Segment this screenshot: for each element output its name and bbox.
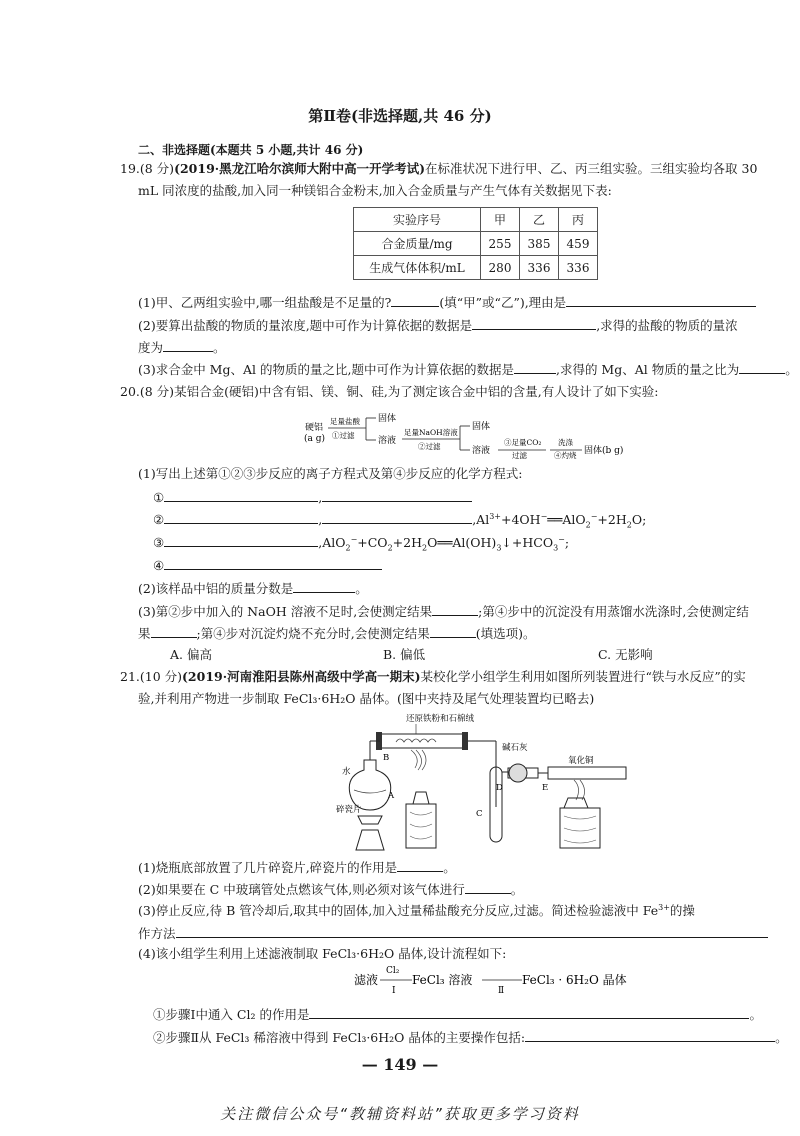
answer-blank[interactable] [163, 339, 213, 352]
tube-b [380, 734, 464, 748]
alcohol-lamp [356, 830, 384, 850]
eq-text: ↓+HCO [501, 535, 554, 550]
q20-option-c: C. 无影响 [598, 647, 653, 662]
q19-data-table [353, 207, 598, 280]
section-heading: 二、非选择题(本题共 5 小题,共计 46 分) [138, 143, 364, 157]
q20-eq4 [153, 557, 382, 574]
q21-part3-cont [138, 925, 768, 942]
q20-p3-text3: 果 [138, 626, 151, 641]
flow2-arrow2-bottom: Ⅱ [498, 986, 505, 996]
label-lime: 碱石灰 [502, 743, 528, 753]
wood-grain [410, 812, 432, 839]
eq-sup: − [590, 511, 598, 521]
flask [349, 760, 390, 810]
q21-p3-text2: 的操 [669, 903, 695, 918]
flow-sol2: 溶液 [472, 446, 491, 456]
answer-blank[interactable] [432, 603, 478, 616]
table-cell: 336 [520, 256, 559, 280]
stopper [462, 732, 468, 750]
eq-text: +2H [392, 535, 422, 550]
iron-powder [396, 739, 436, 742]
q20-number: 20.(8 分) [120, 384, 175, 399]
table-header-cell: 乙 [520, 208, 559, 232]
q21-part1 [138, 859, 456, 876]
table-cell: 生成气体体积/mL [354, 256, 481, 280]
eq-text: ,Al [472, 512, 490, 527]
eq-sup: − [350, 534, 358, 544]
answer-blank[interactable] [391, 294, 439, 307]
circle-num: ① [153, 490, 165, 505]
q19-intro1: 在标准状况下进行甲、乙、丙三组实验。三组实验均各取 30 [425, 161, 758, 176]
circle-num: ② [153, 512, 165, 527]
flame [411, 750, 426, 770]
eq-sup: 3+ [658, 902, 670, 912]
water-level [354, 790, 386, 793]
q19-p1-text: (1)甲、乙两组实验中,哪一组盐酸是不足量的? [138, 295, 392, 310]
q19-p1-text2: (填“甲”或“乙”),理由是 [439, 295, 567, 310]
flow-end: 固体(b g) [584, 446, 624, 456]
flow2-arrow1-bottom: Ⅰ [392, 986, 396, 996]
answer-blank[interactable] [309, 1006, 749, 1019]
flow2-b: FeCl₃ 溶液 [412, 973, 473, 987]
answer-blank[interactable] [322, 511, 472, 524]
flow2-a: 滤液 [354, 973, 379, 987]
table-cell: 336 [559, 256, 598, 280]
diagram-label-top: 还原铁粉和石棉绒 [406, 714, 475, 724]
answer-blank[interactable] [465, 881, 511, 894]
flow-solid1: 固体 [378, 414, 397, 424]
q20-part3 [138, 603, 749, 620]
flow-arrow1-bottom: ①过滤 [332, 431, 355, 440]
flow-arrow4-top: 洗涤 [558, 438, 573, 447]
q20-part1: (1)写出上述第①②③步反应的离子方程式及第④步反应的化学方程式: [138, 466, 523, 481]
q20-eq3 [153, 534, 569, 551]
q21-intro-line1 [120, 669, 746, 685]
q19-source: (2019·黑龙江哈尔滨师大附中高一开学考试) [174, 161, 426, 176]
q21-part3 [138, 903, 695, 919]
table-cell: 385 [520, 232, 559, 256]
q20-part2 [138, 580, 368, 597]
q19-p3-text: (3)求合金中 Mg、Al 的物质的量之比,题中可作为计算依据的数据是 [138, 362, 514, 377]
answer-blank[interactable] [164, 534, 318, 547]
circle-num: ③ [153, 535, 165, 550]
answer-blank[interactable] [514, 361, 556, 374]
answer-blank[interactable] [151, 625, 197, 638]
q21-intro-line2: 验,并利用产物进一步制取 FeCl₃·6H₂O 晶体。(图中夹持及尾气处理装置均已略去) [138, 691, 595, 706]
eq-sup: − [540, 511, 548, 521]
eq-text: +2H [597, 512, 627, 527]
page-number: — 149 — [361, 1055, 439, 1074]
period: 。 [775, 1030, 788, 1045]
burner-stand [358, 816, 382, 824]
answer-blank[interactable] [164, 489, 318, 502]
q19-part3 [138, 361, 798, 378]
q19-intro-line1 [120, 161, 757, 177]
q19-p3-text2: ,求得的 Mg、Al 物质的量之比为 [555, 362, 740, 377]
flow2-c: FeCl₃ · 6H₂O 晶体 [522, 973, 627, 987]
q21-p3-text: (3)停止反应,待 B 管冷却后,取其中的固体,加入过量稀盐酸充分反应,过滤。简述检验滤液中 Fe [138, 903, 659, 918]
q21-p2-text: (2)如果要在 C 中玻璃管处点燃该气体,则必须对该气体进行 [138, 882, 465, 897]
eq-text: ; [564, 535, 570, 550]
q21-p1-text: (1)烧瓶底部放置了几片碎瓷片,碎瓷片的作用是 [138, 860, 398, 875]
answer-blank[interactable] [164, 511, 318, 524]
label-a: A [388, 791, 395, 801]
answer-blank[interactable] [397, 859, 443, 872]
handwritten-note: 关注微信公众号“教辅资料站”获取更多学习资料 [220, 1105, 580, 1123]
answer-blank[interactable] [293, 580, 355, 593]
eq-sub: 2 [626, 520, 632, 530]
table-header-row [354, 208, 598, 232]
eq-text: +4OH [501, 512, 541, 527]
label-chips: 碎瓷片 [336, 805, 362, 815]
q21-step1 [153, 1006, 762, 1023]
q19-part2-cont [138, 339, 226, 356]
q19-number: 19.(8 分) [120, 161, 175, 176]
eq-text: +CO [357, 535, 388, 550]
lamp-b [413, 792, 429, 804]
table-cell: 合金质量/mg [354, 232, 481, 256]
q21-s2-text: ②步骤Ⅱ从 FeCl₃ 稀溶液中得到 FeCl₃·6H₂O 晶体的主要操作包括: [153, 1030, 526, 1045]
table-header-cell: 实验序号 [354, 208, 481, 232]
period: 。 [213, 340, 226, 355]
q21-p3-text3: 作方法 [138, 926, 176, 941]
table-header-cell: 丙 [559, 208, 598, 232]
tube-e [548, 767, 626, 779]
label-d: D [496, 783, 503, 793]
q21-step2 [153, 1029, 788, 1046]
q21-number: 21.(10 分) [120, 669, 183, 684]
q20-eq2 [153, 511, 646, 528]
eq-text: O; [631, 512, 647, 527]
circle-num: ④ [153, 558, 165, 573]
q20-p3-text: (3)第②步中加入的 NaOH 溶液不足时,会使测定结果 [138, 604, 433, 619]
q20-option-b: B. 偏低 [383, 647, 426, 662]
period: 。 [749, 1007, 762, 1022]
wood-block [406, 804, 436, 848]
q19-p2-text3: 度为 [138, 340, 164, 355]
q19-p2-text2: ,求得的盐酸的物质的量浓 [596, 318, 738, 333]
lime-bulb [509, 764, 527, 782]
label-c: C [476, 809, 483, 819]
q20-p3-text2: ;第④步中的沉淀没有用蒸馏水洗涤时,会使测定结 [478, 604, 749, 619]
q21-part2 [138, 881, 523, 898]
table-row [354, 256, 598, 280]
eq-sub: 2 [387, 543, 393, 553]
q20-p2-text: (2)该样品中铝的质量分数是 [138, 581, 294, 596]
answer-blank[interactable] [739, 361, 785, 374]
period: 。 [355, 581, 368, 596]
label-water: 水 [342, 767, 351, 777]
q20-eq1 [153, 489, 472, 506]
flow-sol1: 溶液 [378, 436, 397, 446]
flow-solid2: 固体 [472, 422, 491, 432]
answer-blank[interactable] [176, 925, 768, 938]
eq-sub: 2 [421, 543, 428, 553]
q20-intro-text: 某铝合金(硬铝)中含有铝、镁、铜、硅,为了测定该合金中铝的含量,有人设计了如下实验: [174, 384, 659, 399]
eq-text: ══AlO [547, 512, 586, 527]
eq-sup: − [558, 534, 565, 544]
label-b: B [383, 753, 390, 763]
page-title: 第Ⅱ卷(非选择题,共 46 分) [308, 107, 492, 125]
q21-s1-text: ①步骤Ⅰ中通入 Cl₂ 的作用是 [153, 1007, 310, 1022]
table-row [354, 232, 598, 256]
q21-intro1: 某校化学小组学生利用如图所列装置进行“铁与水反应”的实 [420, 669, 746, 684]
q21-part4: (4)该小组学生利用上述滤液制取 FeCl₃·6H₂O 晶体,设计流程如下: [138, 946, 507, 961]
period: 。 [443, 860, 456, 875]
eq-sub: 2 [345, 543, 351, 553]
eq-text: ,AlO [318, 535, 346, 550]
q20-p3-text4: ;第④步对沉淀灼烧不充分时,会使测定结果 [196, 626, 430, 641]
eq-sup: 3+ [489, 511, 501, 521]
comma: , [318, 512, 323, 527]
q19-part2 [138, 317, 738, 334]
flow2-arrow1-top: Cl₂ [386, 966, 400, 976]
table-cell: 255 [481, 232, 520, 256]
table-header-cell: 甲 [481, 208, 520, 232]
answer-blank[interactable] [525, 1029, 775, 1042]
period: 。 [510, 882, 524, 897]
q20-option-a: A. 偏高 [170, 647, 212, 662]
flow-arrow1-top: 足量盐酸 [330, 417, 360, 426]
table-cell: 280 [481, 256, 520, 280]
period: 。 [785, 362, 798, 377]
q21-source: (2019·河南淮阳县陈州高级中学高一期末) [182, 669, 421, 684]
label-cuo: 氧化铜 [568, 756, 594, 766]
flow-arrow3-top: ③足量CO₂ [504, 438, 542, 447]
table-cell: 459 [559, 232, 598, 256]
comma: , [318, 490, 323, 505]
q21-flow2-diagram [352, 962, 627, 1000]
answer-blank[interactable] [430, 625, 476, 638]
flow-arrow3-bottom: 过滤 [512, 451, 527, 460]
q19-part1 [138, 294, 756, 311]
q19-p2-text: (2)要算出盐酸的物质的量浓度,题中可作为计算依据的数据是 [138, 318, 473, 333]
flow-arrow2-top: 足量NaOH溶液 [404, 428, 458, 437]
flow-arrow4-bottom: ④灼烧 [554, 451, 577, 460]
eq-sub: 2 [585, 520, 591, 530]
answer-blank[interactable] [472, 317, 596, 330]
flow-start1: 硬铝 [305, 423, 324, 433]
q20-p3-text5: (填选项)。 [475, 626, 536, 641]
eq-text: O══Al(OH) [427, 535, 497, 550]
answer-blank[interactable] [566, 294, 756, 307]
q21-apparatus-diagram [336, 712, 632, 852]
flow-start2: (a g) [304, 434, 326, 444]
answer-blank[interactable] [164, 557, 382, 570]
label-e: E [542, 783, 549, 793]
q20-intro [120, 384, 658, 400]
q20-part3-cont [138, 625, 535, 642]
wood-grain [564, 816, 596, 843]
answer-blank[interactable] [322, 489, 472, 502]
q19-intro-line2: mL 同浓度的盐酸,加入同一种镁铝合金粉末,加入合金质量与产生气体有关数据见下表: [138, 183, 612, 198]
eq-sub: 3 [553, 543, 559, 553]
wood-block [560, 808, 600, 848]
eq-sub: 3 [496, 543, 502, 553]
q20-flow-diagram [300, 408, 640, 458]
flame [574, 780, 585, 800]
flow-arrow2-bottom: ②过滤 [418, 442, 441, 451]
